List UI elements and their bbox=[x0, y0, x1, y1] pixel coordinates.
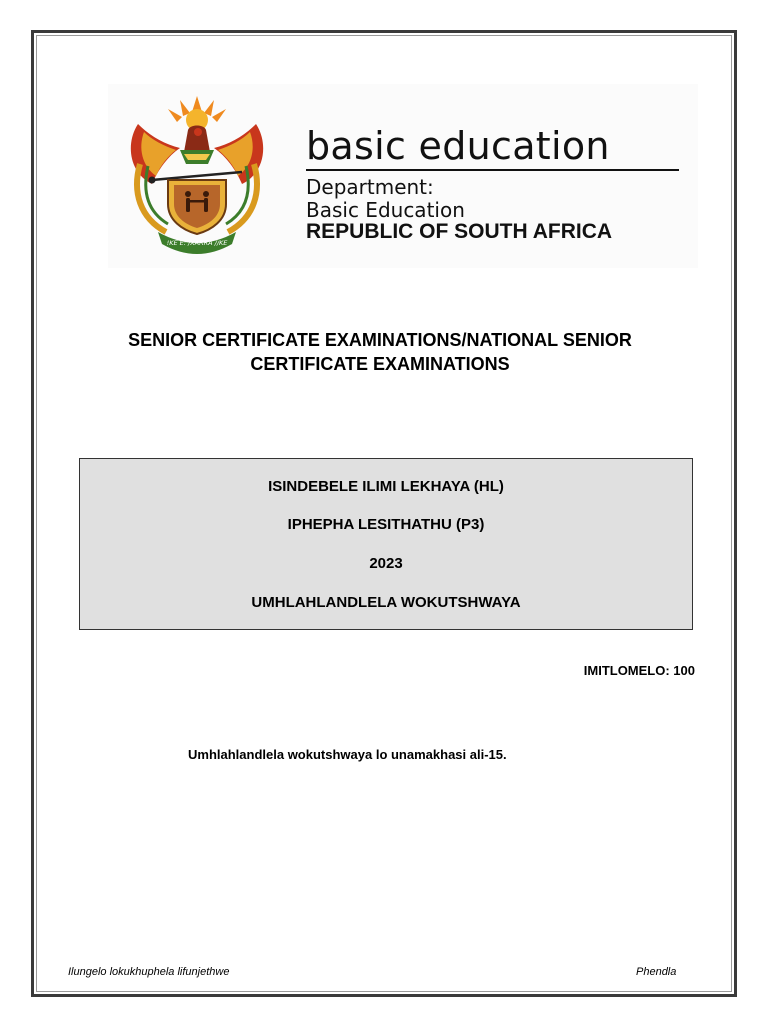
subject-title: ISINDEBELE ILIMI LEKHAYA (HL) bbox=[268, 478, 504, 495]
exam-heading-line-1: SENIOR CERTIFICATE EXAMINATIONS/NATIONAL SENIOR bbox=[128, 330, 632, 350]
subject-box bbox=[79, 458, 693, 630]
brand-title: basic education bbox=[306, 124, 610, 168]
paper-number: IPHEPHA LESITHATHU (P3) bbox=[287, 516, 485, 533]
coat-of-arms-icon bbox=[118, 92, 276, 254]
document-type: UMHLAHLANDLELA WOKUTSHWAYA bbox=[251, 594, 521, 611]
department-label: Department: bbox=[306, 175, 434, 199]
page-count-note: Umhlahlandlela wokutshwaya lo unamakhasi ali-15. bbox=[188, 747, 507, 762]
footer-copyright: Ilungelo lokukhuphela lifunjethwe bbox=[68, 966, 230, 978]
crest-motto: !KE E: /XARRA //KE bbox=[166, 239, 228, 247]
department-name: Basic Education bbox=[306, 198, 465, 222]
exam-year: 2023 bbox=[369, 555, 403, 572]
brand-underline bbox=[306, 169, 679, 171]
footer-turn-over: Phendla bbox=[636, 966, 677, 978]
exam-heading-line-2: CERTIFICATE EXAMINATIONS bbox=[250, 354, 510, 374]
total-marks: IMITLOMELO: 100 bbox=[583, 663, 695, 678]
country-name: REPUBLIC OF SOUTH AFRICA bbox=[306, 220, 613, 243]
exam-heading bbox=[60, 328, 700, 376]
